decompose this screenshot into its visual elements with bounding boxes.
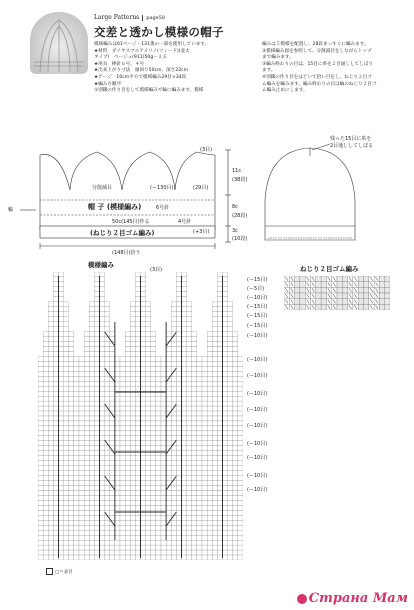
instruction-line: ★材料 ダイヤスマユアメリノ(ツィード)(並太 bbox=[94, 48, 190, 54]
instruction-line: ★出来上がり寸法 頭回り50cm、深さ22cm bbox=[94, 68, 189, 74]
chart-title: 模様編み bbox=[88, 261, 114, 269]
hat-note-2: 2目通ししてしぼる bbox=[330, 143, 374, 149]
decrease-row-label: (ー10目) bbox=[247, 455, 268, 461]
decrease-row-label: (ー15目) bbox=[247, 313, 268, 319]
page-title: 交差と透かし模様の帽子 bbox=[94, 25, 224, 39]
circumference-label: 50c(145目)作る bbox=[112, 219, 150, 225]
round-mark: 輪 bbox=[8, 207, 14, 213]
decrease-row-label: (ー10目) bbox=[247, 391, 268, 397]
decrease-row-label: (ー10目) bbox=[247, 407, 268, 413]
cap-pattern: (模様編み) bbox=[106, 203, 142, 211]
series-name: Large Patterns bbox=[94, 14, 140, 21]
instruction-line: 模様編みは61ページ・131番の一部を使用しています。 bbox=[94, 42, 210, 47]
decrease-row-label: (ー10目) bbox=[247, 333, 268, 339]
pattern-chart bbox=[38, 272, 243, 560]
decrease-row-label: (ー10目) bbox=[247, 295, 268, 301]
decrease-row-label: (ー5目) bbox=[247, 286, 265, 292]
cap-label bbox=[88, 202, 141, 212]
knit-stitch-icon bbox=[46, 568, 53, 575]
cap-needle-label: 6号針 bbox=[156, 205, 170, 211]
top-stitch-label: (3目) bbox=[200, 147, 213, 153]
decrease-row-label: (ー15目) bbox=[247, 304, 268, 310]
decrease-row-label: (ー15目) bbox=[247, 277, 268, 283]
instruction-line: ④別鎖の作り目をほどいて拾い目をし、ねじり２目ゴ bbox=[262, 74, 372, 80]
stitches-130-label: (ー130目) bbox=[150, 185, 174, 191]
decrease-row-label: (ー10目) bbox=[247, 473, 268, 479]
decrease-row-label: (ー10目) bbox=[247, 357, 268, 363]
hat-note-1: 残った15目に糸を bbox=[330, 136, 372, 142]
legend bbox=[46, 568, 73, 575]
plus3-label: (+3目) bbox=[193, 229, 210, 235]
side-3c-rows: (10段) bbox=[232, 236, 248, 242]
decrease-label: 分散減目 bbox=[92, 185, 113, 191]
side-11c-rows: (38段) bbox=[232, 177, 248, 183]
rib-label: (ねじり２目ゴム編み) bbox=[90, 229, 155, 237]
instruction-line: ②模様編み図を参照して、分散減目をしながらトップ bbox=[262, 48, 372, 54]
decrease-row-label: (ー10目) bbox=[247, 423, 268, 429]
logo-icon bbox=[297, 594, 307, 604]
watermark bbox=[297, 591, 408, 606]
side-3c: 3c bbox=[232, 228, 238, 234]
rib-needle-label: 4号針 bbox=[178, 219, 192, 225]
instruction-line: ★編み方順序 bbox=[94, 81, 122, 87]
side-8c-rows: (28段) bbox=[232, 213, 248, 219]
decrease-row-label: (ー10目) bbox=[247, 487, 268, 493]
stitches-29-label: (29目) bbox=[193, 185, 209, 191]
rib-chart-title: ねじり２目ゴム編み bbox=[300, 265, 359, 273]
instruction-line: ★用具 棒針６号、４号 bbox=[94, 61, 145, 67]
decrease-row-label: (ー15目) bbox=[247, 323, 268, 329]
chart-top-count: (3目) bbox=[150, 267, 163, 273]
side-8c: 8c bbox=[232, 204, 238, 210]
instruction-line: タイプ) ベージュ(911)50g－２玉 bbox=[94, 55, 168, 61]
bottom-pickup-label: (148目)拾う bbox=[112, 250, 141, 256]
instruction-line: ★ゲージ 10cm平方で模様編み29目×34段 bbox=[94, 74, 187, 80]
rib-chart bbox=[284, 276, 390, 310]
chart-right-labels bbox=[247, 272, 277, 560]
legend-text: □＝表目 bbox=[55, 570, 73, 575]
instruction-line: ③編み終わりの目は、15目に糸を２目通ししてしぼり bbox=[262, 61, 374, 67]
side-11c: 11c bbox=[232, 168, 242, 174]
decrease-row-label: (ー10目) bbox=[247, 373, 268, 379]
watermark-text: Страна Мам bbox=[308, 591, 408, 606]
decrease-row-label: (ー10目) bbox=[247, 441, 268, 447]
cap-name: 帽 子 bbox=[88, 203, 105, 211]
page-reference: page58 bbox=[142, 15, 165, 21]
instruction-line: ム編みを編みます。編み終わりの目は輪のねじり２目ゴ bbox=[262, 81, 377, 87]
instruction-line: ム編み止めにします。 bbox=[262, 88, 308, 94]
instruction-line: ①別鎖の作り目をして模様編みで輪に編みます。模様 bbox=[94, 88, 204, 94]
instruction-line: ます。 bbox=[262, 68, 276, 74]
instruction-line: まで編みます。 bbox=[262, 55, 294, 61]
instruction-line: 編みは５模様を配置し、28段まっすぐに編みます。 bbox=[262, 42, 369, 47]
